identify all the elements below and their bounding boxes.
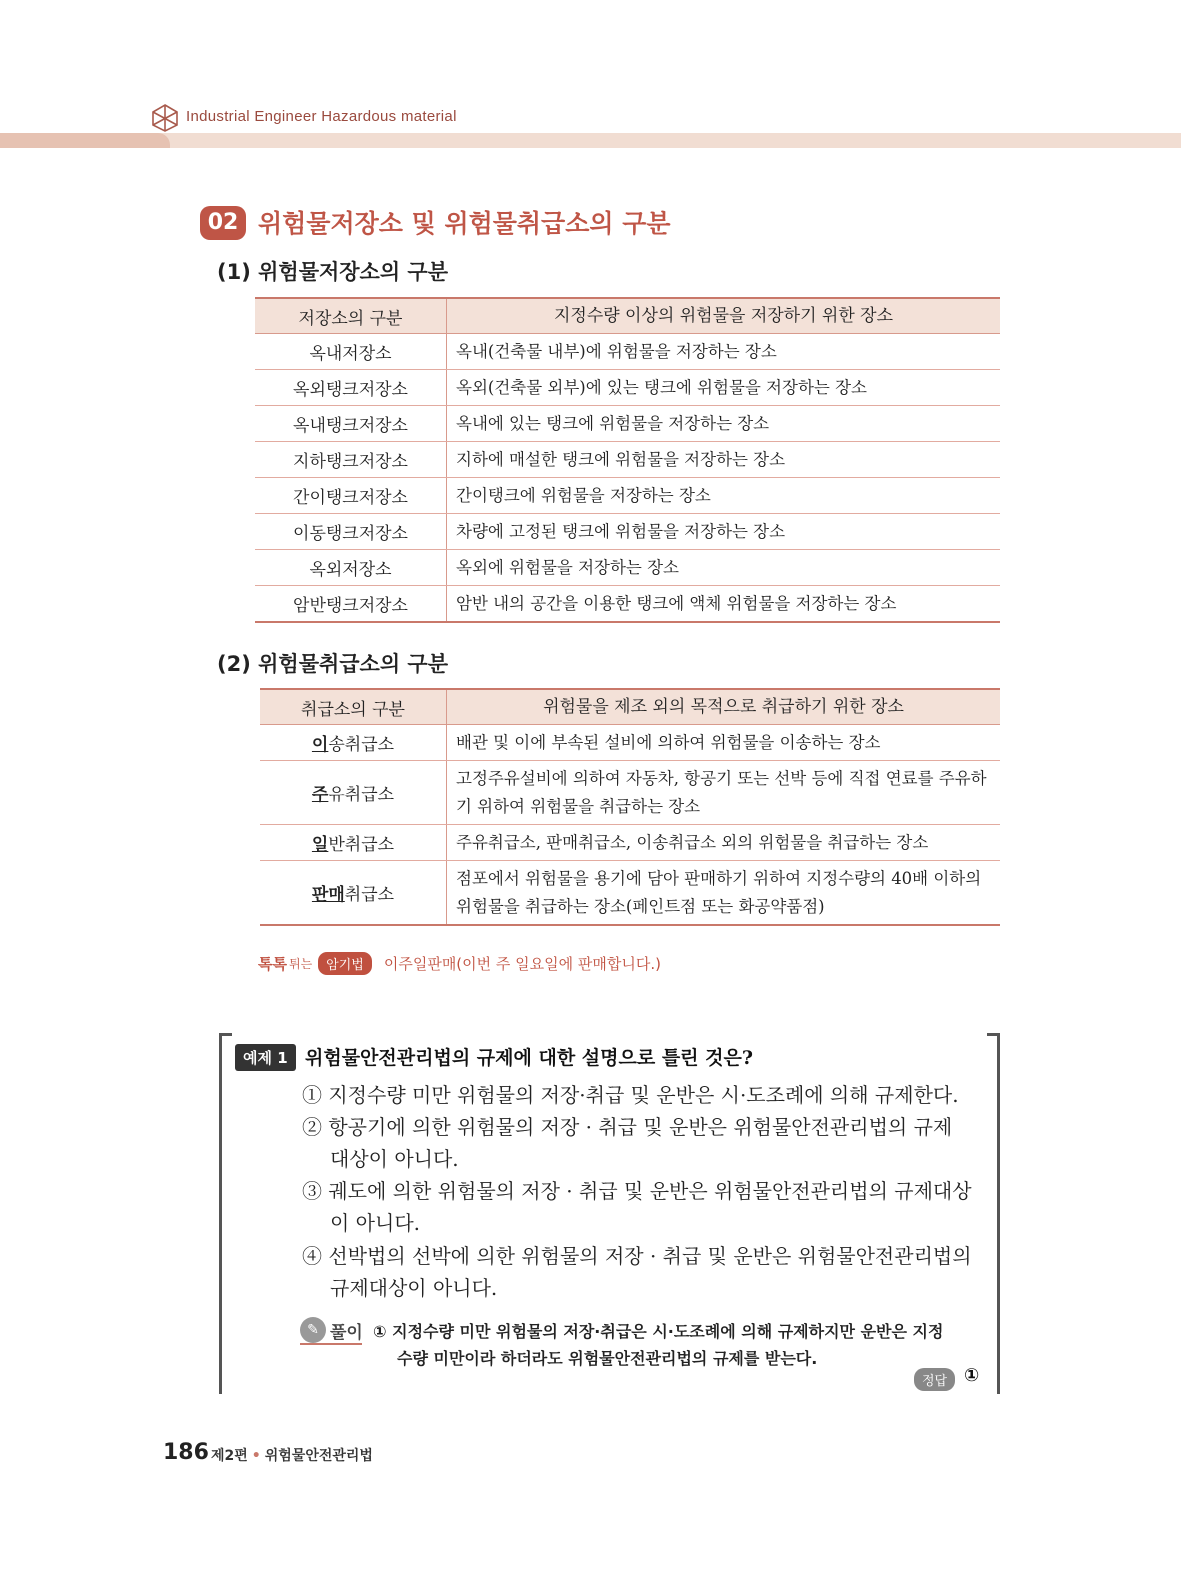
handling-desc: 주유취급소, 판매취급소, 이송취급소 외의 위험물을 취급하는 장소 [447, 825, 1001, 861]
handling-desc: 배관 및 이에 부속된 설비에 의하여 위험물을 이송하는 장소 [447, 725, 1001, 761]
answer-badge: 정답 [914, 1368, 955, 1391]
storage-desc: 옥외에 위험물을 저장하는 장소 [447, 550, 1001, 586]
storage-name: 옥외저장소 [255, 550, 447, 586]
table-row [255, 478, 1000, 514]
solution-label: 풀이 [330, 1323, 363, 1343]
storage-desc: 차량에 고정된 탱크에 위험물을 저장하는 장소 [447, 514, 1001, 550]
storage-desc: 간이탱크에 위험물을 저장하는 장소 [447, 478, 1001, 514]
option-4: ④ 선박법의 선박에 의한 위험물의 저장 · 취급 및 운반은 위험물안전관리법의 규제대상이 아니다. [302, 1244, 972, 1300]
solution-text: ① 지정수량 미만 위험물의 저장·취급은 시·도조례에 의해 규제하지만 운반은 지정 수량 미만이라 하더라도 위험물안전관리법의 규제를 받는다. [373, 1322, 944, 1368]
page-number: 186 [163, 1440, 209, 1465]
storage-name: 지하탱크저장소 [255, 442, 447, 478]
section-title: 위험물저장소 및 위험물취급소의 구분 [258, 209, 671, 238]
handling-name: 이송취급소 [260, 725, 447, 761]
table-row [260, 725, 1000, 761]
solution-underline [300, 1343, 362, 1345]
handling-desc: 점포에서 위험물을 용기에 담아 판매하기 위하여 지정수량의 40배 이하의 위험물을 취급하는 장소(페인트점 또는 화공약품점) [447, 861, 1001, 926]
running-title: Industrial Engineer Hazardous material [186, 108, 457, 125]
table-row [260, 861, 1000, 926]
storage-desc: 암반 내의 공간을 이용한 탱크에 액체 위험물을 저장하는 장소 [447, 586, 1001, 623]
example-bracket-left [219, 1033, 232, 1394]
pencil-icon: ✎ [300, 1317, 326, 1343]
storage-header-type: 저장소의 구분 [255, 298, 447, 334]
storage-name: 간이탱크저장소 [255, 478, 447, 514]
mnemonic-text: 이주일판매(이번 주 일요일에 판매합니다.) [383, 954, 661, 973]
option-2: ② 항공기에 의한 위험물의 저장 · 취급 및 운반은 위험물안전관리법의 규제 대상이 아니다. [302, 1115, 953, 1171]
mnemonic-letter: 주 [311, 785, 329, 805]
table-row [255, 514, 1000, 550]
table-row [260, 761, 1000, 825]
mnemonic-letter: 일 [311, 835, 329, 855]
storage-name: 옥내탱크저장소 [255, 406, 447, 442]
storage-subtitle: (1) 위험물저장소의 구분 [217, 260, 449, 284]
table-row [255, 586, 1000, 623]
example-bracket-right [987, 1033, 1000, 1394]
storage-name: 옥외탱크저장소 [255, 370, 447, 406]
handling-header-type: 취급소의 구분 [260, 689, 447, 725]
table-row [255, 370, 1000, 406]
mnemonic-label: 톡톡 [258, 954, 287, 973]
mnemonic-sub: 튀는 [288, 956, 313, 971]
handling-desc: 고정주유설비에 의하여 자동차, 항공기 또는 선박 등에 직접 연료를 주유하기 위하여 위험물을 취급하는 장소 [447, 761, 1001, 825]
handling-table [260, 688, 1000, 926]
mnemonic-letter: 판매 [311, 885, 345, 905]
storage-desc: 옥내(건축물 내부)에 위험물을 저장하는 장소 [447, 334, 1001, 370]
section-number-badge: 02 [200, 206, 246, 240]
handling-name: 판매취급소 [260, 861, 447, 926]
mnemonic-letter: 이 [311, 735, 329, 755]
storage-name: 암반탱크저장소 [255, 586, 447, 623]
option-3: ③ 궤도에 의한 위험물의 저장 · 취급 및 운반은 위험물안전관리법의 규제대상 이 아니다. [302, 1179, 972, 1235]
example-question: 위험물안전관리법의 규제에 대한 설명으로 틀린 것은? [305, 1047, 753, 1069]
header-band [0, 133, 1181, 148]
handling-name: 일반취급소 [260, 825, 447, 861]
storage-desc: 옥내에 있는 탱크에 위험물을 저장하는 장소 [447, 406, 1001, 442]
table-row [255, 442, 1000, 478]
header-band-cap [0, 133, 170, 148]
table-row [255, 550, 1000, 586]
table-row [255, 406, 1000, 442]
storage-name: 이동탱크저장소 [255, 514, 447, 550]
handling-header-desc: 위험물을 제조 외의 목적으로 취급하기 위한 장소 [447, 689, 1001, 725]
option-1: ① 지정수량 미만 위험물의 저장·취급 및 운반은 시·도조례에 의해 규제한다. [302, 1083, 959, 1107]
handling-name: 주유취급소 [260, 761, 447, 825]
table-row [255, 334, 1000, 370]
storage-table [255, 297, 1000, 623]
storage-desc: 옥외(건축물 외부)에 있는 탱크에 위험물을 저장하는 장소 [447, 370, 1001, 406]
answer-value: ① [964, 1365, 980, 1386]
storage-desc: 지하에 매설한 탱크에 위험물을 저장하는 장소 [447, 442, 1001, 478]
cube-logo-icon [150, 103, 180, 133]
mnemonic-badge: 암기법 [318, 952, 372, 975]
example-tag: 예제 1 [235, 1044, 296, 1071]
page-chapter: 제2편 • 위험물안전관리법 [211, 1448, 373, 1464]
handling-subtitle: (2) 위험물취급소의 구분 [217, 652, 449, 676]
table-row [260, 825, 1000, 861]
storage-header-desc: 지정수량 이상의 위험물을 저장하기 위한 장소 [447, 298, 1001, 334]
storage-name: 옥내저장소 [255, 334, 447, 370]
mnemonic [258, 946, 661, 980]
